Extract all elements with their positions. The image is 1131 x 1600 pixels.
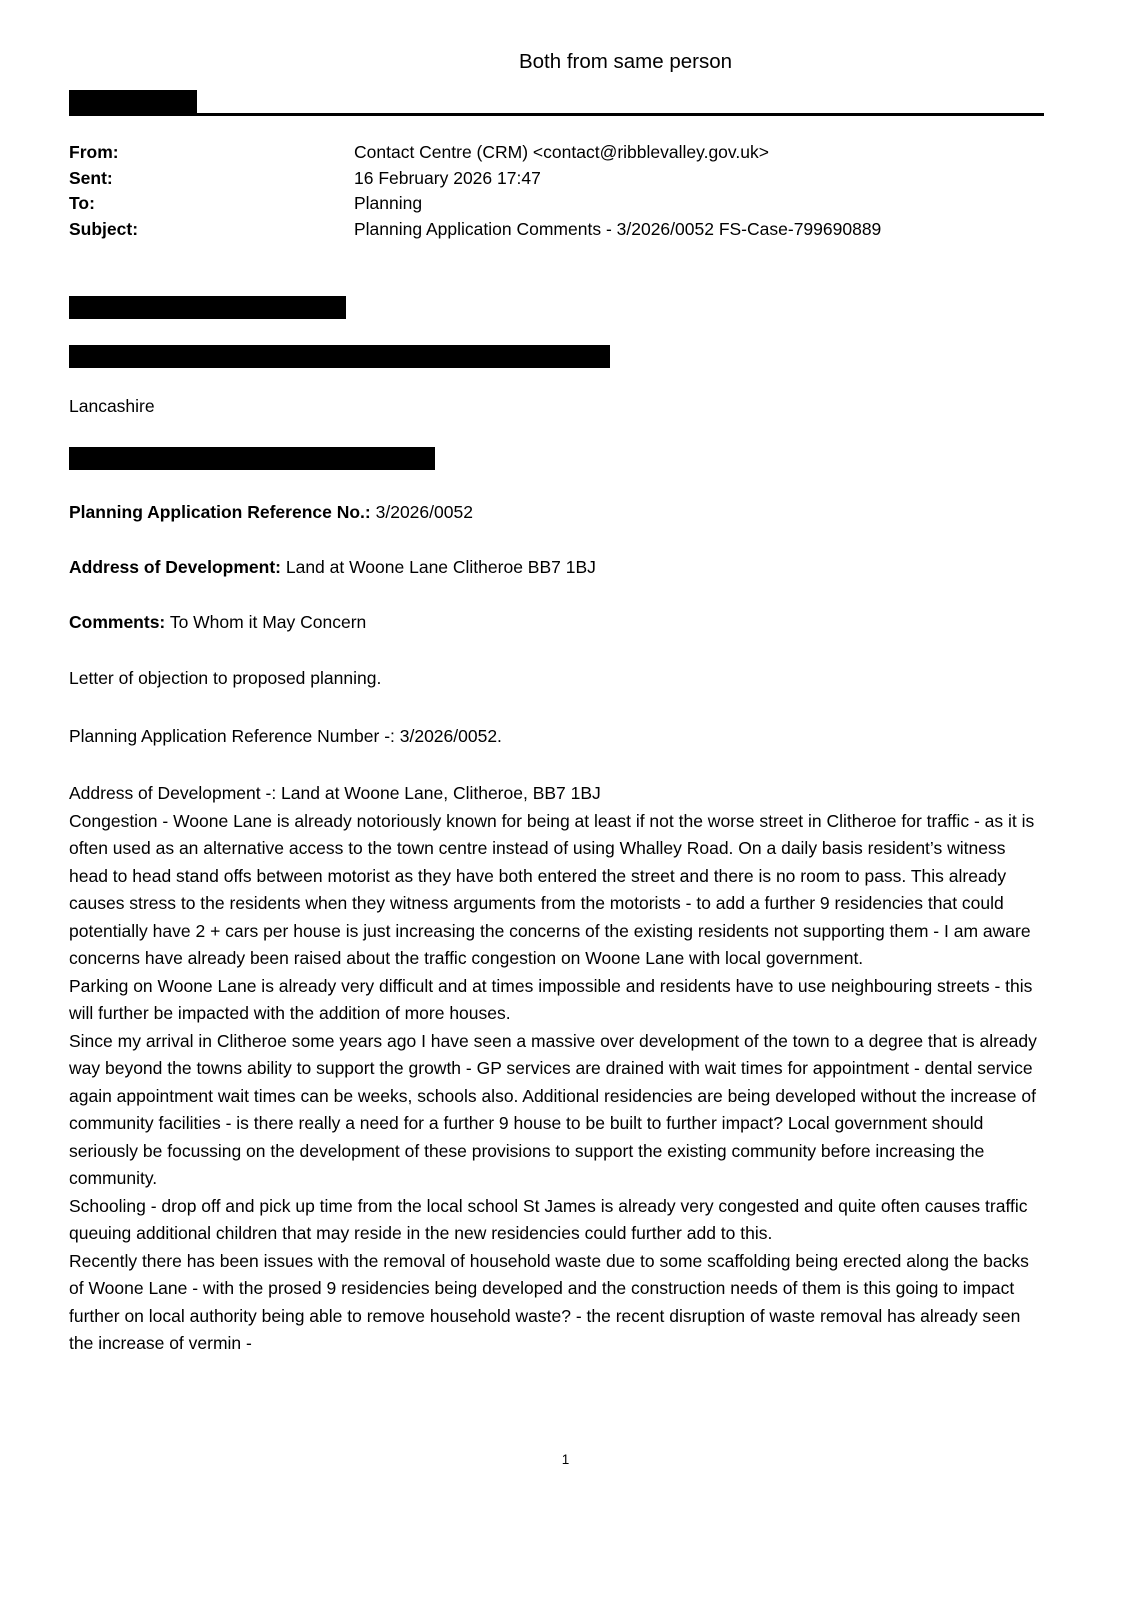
- detail-label-reference: Planning Application Reference No.:: [69, 502, 371, 522]
- field-label-from: From:: [69, 142, 119, 162]
- field-value-subject: Planning Application Comments - 3/2026/0052 FS-Case-799690889: [354, 218, 882, 239]
- detail-value-reference: 3/2026/0052: [375, 502, 473, 522]
- field-row-sent: [69, 166, 1044, 192]
- document-content: [69, 90, 1044, 1358]
- main-paragraph: Address of Development -: Land at Woone Lane, Clitheroe, BB7 1BJ Congestion - Woone Lane is already notoriously known for being at least if not the worse street in Clitheroe for traffic - as it is often used as an alternative access to the town centre instead of using Whalley Road. On a daily basis resident’s witness head to head stand offs between motorist as they have both entered the street and there is no room to pass. This already causes stress to the residents when they witness arguments from the motorists - to add a further 9 residencies that could potentially have 2 + cars per house is just increasing the concerns of the existing residents not supporting them - I am aware concerns have already been raised about the traffic congestion on Woone Lane with local government. Parking on Woone Lane is already very difficult and at times impossible and residents have to use neighbouring streets - this will further be impacted with the addition of more houses. Since my arrival in Clitheroe some years ago I have seen a massive over development of the town to a degree that is already way beyond the towns ability to support the growth - GP services are drained with wait times for appointment - dental service again appointment wait times can be weeks, schools also. Additional residencies are being developed without the increase of community facilities - is there really a need for a further 9 house to be built to further impact? Local government should seriously be focussing on the development of these provisions to support the existing community before increasing the community. Schooling - drop off and pick up time from the local school St James is already very congested and quite often causes traffic queuing additional children that may reside in the new residencies could further add to this. Recently there has been issues with the removal of household waste due to some scaffolding being erected along the backs of Woone Lane - with the prosed 9 residencies being developed and the construction needs of them is this going to impact further on local authority being able to remove household waste? - the recent disruption of waste removal has already seen the increase of vermin -: [69, 783, 1037, 1353]
- body-reference-line: [69, 723, 1044, 751]
- address-region: Lancashire: [69, 396, 155, 416]
- page-number: 1: [561, 1452, 570, 1467]
- field-label-to: To:: [69, 193, 95, 213]
- field-value-from: Contact Centre (CRM) <contact@ribblevalley.gov.uk>: [354, 142, 769, 162]
- field-row-from: [69, 140, 1044, 166]
- detail-value-address: Land at Woone Lane Clitheroe BB7 1BJ: [285, 557, 596, 577]
- field-row-to: [69, 191, 1044, 217]
- redaction-bar-address: [69, 345, 610, 368]
- field-label-subject: Subject:: [69, 218, 139, 239]
- redaction-bar-name: [69, 296, 346, 319]
- reference-text: Planning Application Reference Number -: 3/2026/0052.: [69, 725, 502, 746]
- field-value-sent: 16 February 2026 17:47: [354, 167, 541, 188]
- detail-comments: [69, 610, 1044, 635]
- redaction-bar-postcode: [69, 447, 435, 470]
- annotation-text: Both from same person: [518, 50, 733, 73]
- horizontal-rule: [197, 113, 1044, 116]
- body-main-text: [69, 780, 1044, 1358]
- handwritten-annotation: [0, 50, 1131, 74]
- header-divider: [69, 90, 1044, 124]
- detail-address-of-development: [69, 555, 1044, 580]
- detail-value-comments: To Whom it May Concern: [169, 612, 367, 632]
- detail-label-address: Address of Development:: [69, 557, 281, 577]
- body-objection-line: [69, 665, 1044, 693]
- detail-application-reference: [69, 500, 1044, 525]
- field-label-sent: Sent:: [69, 167, 113, 188]
- redaction-bar-header: [69, 90, 197, 116]
- objection-text: Letter of objection to proposed planning.: [69, 668, 382, 688]
- email-header-fields: [69, 140, 1044, 242]
- field-value-to: Planning: [354, 193, 423, 213]
- field-row-subject: [69, 217, 1044, 243]
- detail-label-comments: Comments:: [69, 612, 166, 632]
